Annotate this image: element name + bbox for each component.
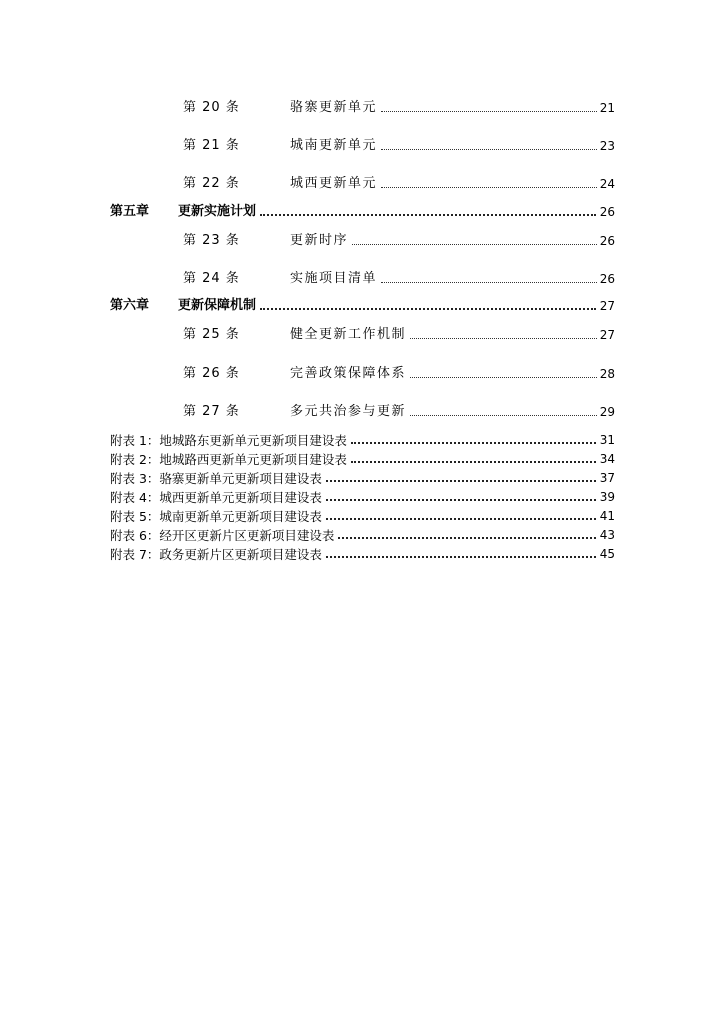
toc-appendix-7[interactable]	[110, 544, 615, 562]
chapter-number: 第五章	[110, 204, 150, 219]
page-number: 29	[599, 405, 615, 419]
dot-leader	[326, 498, 596, 501]
toc-article-24[interactable]	[183, 267, 615, 287]
toc-article-23[interactable]	[183, 229, 615, 249]
page-number: 45	[599, 547, 615, 561]
article-title: 城南更新单元	[290, 138, 378, 153]
chapter-title: 更新实施计划	[178, 204, 257, 219]
page-number: 31	[599, 433, 615, 447]
page-number: 26	[599, 205, 615, 219]
article-number: 第 24 条	[183, 271, 240, 286]
article-number: 第 20 条	[183, 100, 240, 115]
page-number: 39	[599, 490, 615, 504]
toc-appendix-1[interactable]	[110, 430, 615, 448]
appendix-title: 附表 3：骆寨更新单元更新项目建设表	[110, 471, 322, 486]
article-number: 第 27 条	[183, 404, 240, 419]
dot-leader	[410, 337, 597, 339]
toc-appendix-3[interactable]	[110, 468, 615, 486]
page-number: 28	[599, 367, 615, 381]
article-title: 完善政策保障体系	[290, 366, 407, 381]
dot-leader	[410, 376, 597, 378]
page-number: 23	[599, 139, 615, 153]
toc-article-21[interactable]	[183, 134, 615, 154]
article-number: 第 26 条	[183, 366, 240, 381]
dot-leader	[338, 536, 595, 539]
article-number: 第 25 条	[183, 327, 240, 342]
toc-article-22[interactable]	[183, 172, 615, 192]
article-title: 多元共治参与更新	[290, 404, 407, 419]
article-title: 城西更新单元	[290, 176, 378, 191]
toc-appendix-6[interactable]	[110, 525, 615, 543]
article-title: 实施项目清单	[290, 271, 378, 286]
toc-article-26[interactable]	[183, 362, 615, 382]
dot-leader	[410, 414, 597, 416]
page-number: 26	[599, 234, 615, 248]
appendix-title: 附表 1：地城路东更新单元更新项目建设表	[110, 433, 347, 448]
dot-leader	[381, 110, 597, 112]
dot-leader	[381, 148, 597, 150]
dot-leader	[381, 281, 597, 283]
dot-leader	[352, 243, 597, 245]
toc-chapter-5[interactable]	[110, 200, 615, 220]
dot-leader	[260, 213, 596, 216]
page-number: 21	[599, 101, 615, 115]
page-number: 34	[599, 452, 615, 466]
appendix-title: 附表 5：城南更新单元更新项目建设表	[110, 509, 322, 524]
chapter-number: 第六章	[110, 298, 150, 313]
chapter-title: 更新保障机制	[178, 298, 257, 313]
page-number: 24	[599, 177, 615, 191]
dot-leader	[351, 460, 596, 463]
article-number: 第 23 条	[183, 233, 240, 248]
dot-leader	[326, 555, 596, 558]
dot-leader	[326, 517, 596, 520]
article-title: 骆寨更新单元	[290, 100, 378, 115]
appendix-title: 附表 4：城西更新单元更新项目建设表	[110, 490, 322, 505]
page-number: 37	[599, 471, 615, 485]
appendix-title: 附表 2：地城路西更新单元更新项目建设表	[110, 452, 347, 467]
dot-leader	[326, 479, 596, 482]
toc-article-20[interactable]	[183, 96, 615, 116]
toc-appendix-2[interactable]	[110, 449, 615, 467]
page-number: 43	[599, 528, 615, 542]
appendix-title: 附表 7：政务更新片区更新项目建设表	[110, 547, 322, 562]
toc-article-27[interactable]	[183, 400, 615, 420]
page-number: 26	[599, 272, 615, 286]
dot-leader	[351, 441, 596, 444]
toc-appendix-4[interactable]	[110, 487, 615, 505]
article-title: 更新时序	[290, 233, 349, 248]
article-number: 第 22 条	[183, 176, 240, 191]
dot-leader	[381, 186, 597, 188]
toc-article-25[interactable]	[183, 323, 615, 343]
page-number: 41	[599, 509, 615, 523]
article-title: 健全更新工作机制	[290, 327, 407, 342]
toc-chapter-6[interactable]	[110, 294, 615, 314]
toc-appendix-5[interactable]	[110, 506, 615, 524]
dot-leader	[260, 307, 596, 310]
article-number: 第 21 条	[183, 138, 240, 153]
page-number: 27	[599, 328, 615, 342]
appendix-title: 附表 6：经开区更新片区更新项目建设表	[110, 528, 335, 543]
page-number: 27	[599, 299, 615, 313]
